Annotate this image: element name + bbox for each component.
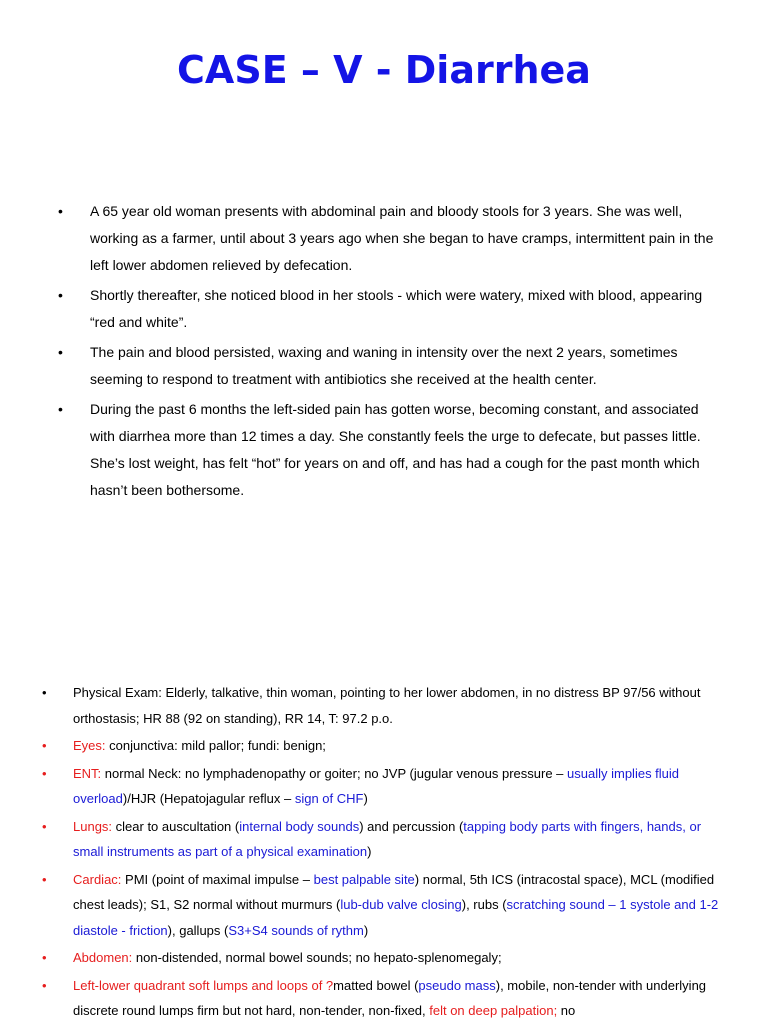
cardiac-note: best palpable site xyxy=(313,871,415,887)
bullet: • xyxy=(58,203,63,219)
lungs-note: internal body sounds xyxy=(239,818,360,834)
bullet: • xyxy=(42,818,47,834)
llq-text: no xyxy=(557,1003,576,1018)
ent-note: sign of CHF xyxy=(294,791,364,806)
lungs-text: clear to auscultation ( xyxy=(112,818,240,834)
ent-label: ENT: xyxy=(73,765,102,781)
bullet: • xyxy=(58,344,63,360)
history-text: During the past 6 months the left-sided pain has gotten worse, becoming constant, and associated with diarrhea more than 12 times a day. She constantly feels the urge to defecate, but passes little. She’s lost weight, has felt “hot” for years on and off, and has had a cough for the past month which hasn’t been bothersome. xyxy=(90,401,701,498)
cardiac-note: scratching sound – 1 systole and 1-2 diastole - friction xyxy=(73,897,719,938)
cardiac-note: S3+S4 sounds of rythm xyxy=(228,922,364,938)
exam-item-cardiac xyxy=(42,867,722,944)
bullet: • xyxy=(42,950,47,965)
exam-item-physical xyxy=(42,680,722,731)
history-list xyxy=(58,198,718,507)
llq-text: matted bowel ( xyxy=(333,977,419,993)
history-item xyxy=(58,396,718,504)
cardiac-note: lub-dub valve closing xyxy=(340,897,462,912)
ent-note: usually implies fluid overload xyxy=(73,765,680,806)
llq-text: ), mobile, non-tender with underlying discrete round lumps firm but not hard, non-tender, non-fixed, xyxy=(73,977,707,1018)
eyes-text: conjunctiva: mild pallor; fundi: benign; xyxy=(105,738,326,753)
lungs-text: ) and percussion ( xyxy=(359,818,464,834)
llq-note: pseudo mass xyxy=(418,977,496,993)
bullet: • xyxy=(42,871,47,887)
exam-item-lungs xyxy=(42,814,722,865)
history-text: Shortly thereafter, she noticed blood in her stools - which were watery, mixed with blood, appearing “red and white”. xyxy=(90,287,703,330)
physical-exam-text: Physical Exam: Elderly, talkative, thin woman, pointing to her lower abdomen, in no distress BP 97/56 without orthostasis; HR 88 (92 on standing), RR 14, T: 97.2 p.o. xyxy=(73,685,701,726)
eyes-label: Eyes: xyxy=(73,738,106,753)
history-text: The pain and blood persisted, waxing and waning in intensity over the next 2 years, sometimes seeming to respond to treatment with antibiotics she received at the health center. xyxy=(90,344,678,387)
history-text: A 65 year old woman presents with abdominal pain and bloody stools for 3 years. She was well, working as a farmer, until about 3 years ago when she began to have cramps, intermittent pain in the left lower abdomen relieved by defecation. xyxy=(90,203,714,273)
exam-item-ent xyxy=(42,761,722,812)
ent-text: ) xyxy=(363,791,368,806)
bullet: • xyxy=(42,765,47,781)
abdomen-text: non-distended, normal bowel sounds; no hepato-splenomegaly; xyxy=(132,950,502,965)
bullet: • xyxy=(58,401,63,417)
ent-text: normal Neck: no lymphadenopathy or goiter; no JVP (jugular venous pressure – xyxy=(101,765,568,781)
lungs-label: Lungs: xyxy=(73,818,113,834)
cardiac-text: ) normal, 5th ICS (intracostal space), MCL (modified chest leads); S1, S2 normal without murmurs ( xyxy=(73,871,715,912)
exam-item-abdomen xyxy=(42,945,722,971)
cardiac-text: ), gallups ( xyxy=(167,922,229,938)
history-item xyxy=(58,339,718,393)
lungs-note: tapping body parts with fingers, hands, or small instruments as part of a physical examination xyxy=(73,818,702,859)
llq-label: Left-lower quadrant soft lumps and loops of ? xyxy=(73,977,334,993)
cardiac-label: Cardiac: xyxy=(73,871,122,887)
cardiac-text: PMI (point of maximal impulse – xyxy=(121,871,314,887)
lungs-text: ) xyxy=(367,844,372,859)
bullet: • xyxy=(42,738,47,753)
bullet: • xyxy=(58,287,63,303)
history-item xyxy=(58,282,718,336)
exam-item-eyes xyxy=(42,733,722,759)
abdomen-label: Abdomen: xyxy=(73,950,133,965)
llq-note: felt on deep palpation; xyxy=(429,1003,558,1018)
cardiac-text: ), rubs ( xyxy=(461,897,507,912)
bullet: • xyxy=(42,977,47,993)
cardiac-text: ) xyxy=(363,922,369,938)
bullet: • xyxy=(42,685,47,700)
page-title: CASE – V - Diarrhea xyxy=(177,48,591,92)
history-item xyxy=(58,198,718,279)
ent-text: )/HJR (Hepatojagular reflux – xyxy=(122,791,295,806)
exam-item-llq xyxy=(42,973,722,1024)
exam-list xyxy=(42,680,722,1026)
